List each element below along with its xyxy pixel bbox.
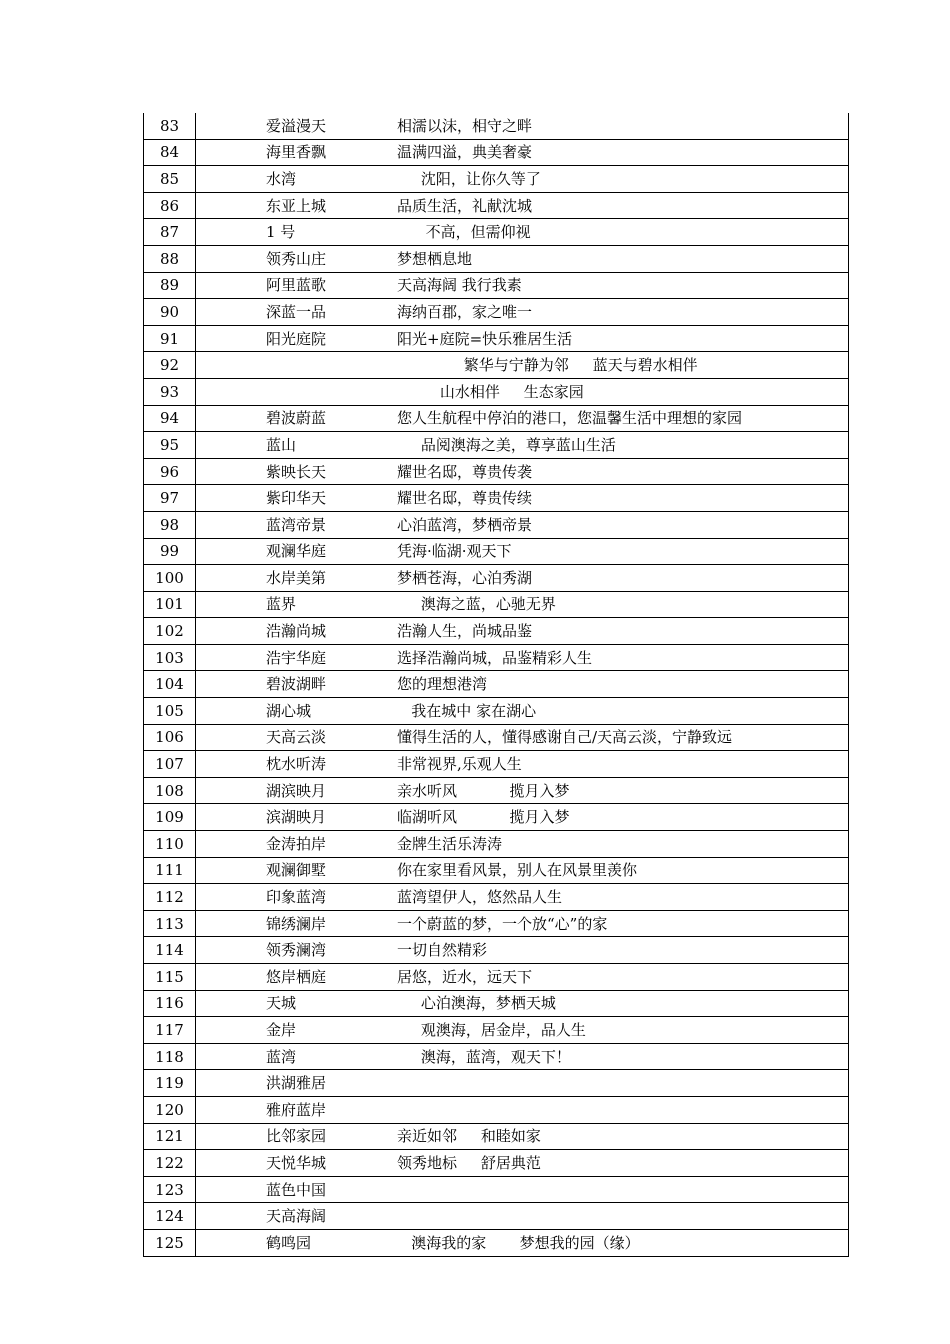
project-name: 阳光庭院 bbox=[266, 329, 327, 348]
project-slogan: 浩瀚人生，尚城品鉴 bbox=[397, 622, 533, 641]
project-slogan: 澳海我的家 梦想我的园（缘） bbox=[397, 1233, 640, 1252]
project-name: 领秀澜湾 bbox=[266, 941, 327, 960]
table-row bbox=[144, 352, 849, 379]
row-content bbox=[196, 857, 849, 884]
table-row bbox=[144, 751, 849, 778]
row-number: 118 bbox=[144, 1043, 196, 1070]
project-name: 悠岸栖庭 bbox=[266, 967, 327, 986]
row-content bbox=[196, 1123, 849, 1150]
slogan-table bbox=[143, 113, 849, 1257]
project-name: 观澜华庭 bbox=[266, 542, 327, 561]
project-name: 水湾 bbox=[266, 169, 297, 188]
project-slogan: 温满四溢，典美奢豪 bbox=[397, 143, 533, 162]
project-name: 湖心城 bbox=[266, 701, 312, 720]
project-name: 湖滨映月 bbox=[266, 781, 327, 800]
project-slogan: 亲水听风 揽月入梦 bbox=[397, 781, 570, 800]
row-content bbox=[196, 511, 849, 538]
row-number: 99 bbox=[144, 538, 196, 565]
row-content bbox=[196, 644, 849, 671]
row-content bbox=[196, 937, 849, 964]
project-slogan: 一个蔚蓝的梦，一个放“心”的家 bbox=[397, 914, 608, 933]
row-number: 86 bbox=[144, 192, 196, 219]
row-content bbox=[196, 192, 849, 219]
row-content bbox=[196, 1043, 849, 1070]
table-row bbox=[144, 804, 849, 831]
project-name: 天高云淡 bbox=[266, 728, 327, 747]
table-row bbox=[144, 511, 849, 538]
project-name: 紫映长天 bbox=[266, 462, 327, 481]
project-slogan: 阳光+庭院=快乐雅居生活 bbox=[397, 329, 573, 348]
row-number: 111 bbox=[144, 857, 196, 884]
table-row bbox=[144, 964, 849, 991]
table-row bbox=[144, 485, 849, 512]
project-name: 深蓝一品 bbox=[266, 302, 327, 321]
row-content bbox=[196, 166, 849, 193]
project-name: 浩瀚尚城 bbox=[266, 622, 327, 641]
table-row bbox=[144, 1043, 849, 1070]
row-content bbox=[196, 831, 849, 858]
project-slogan: 繁华与宁静为邻 蓝天与碧水相伴 bbox=[397, 356, 698, 375]
row-number: 92 bbox=[144, 352, 196, 379]
project-name: 观澜御墅 bbox=[266, 861, 327, 880]
row-number: 95 bbox=[144, 432, 196, 459]
row-number: 117 bbox=[144, 1017, 196, 1044]
row-number: 114 bbox=[144, 937, 196, 964]
project-name: 碧波湖畔 bbox=[266, 675, 327, 694]
table-row bbox=[144, 245, 849, 272]
row-number: 120 bbox=[144, 1096, 196, 1123]
project-slogan: 非常视界,乐观人生 bbox=[397, 755, 522, 774]
row-number: 97 bbox=[144, 485, 196, 512]
row-content bbox=[196, 1203, 849, 1230]
table-row bbox=[144, 1176, 849, 1203]
table-row bbox=[144, 618, 849, 645]
project-slogan: 梦想栖息地 bbox=[397, 249, 473, 268]
project-slogan: 选择浩瀚尚城，品鉴精彩人生 bbox=[397, 648, 593, 667]
project-name: 金岸 bbox=[266, 1020, 297, 1039]
project-slogan: 天高海阔 我行我素 bbox=[397, 276, 522, 295]
row-number: 124 bbox=[144, 1203, 196, 1230]
project-slogan: 你在家里看风景，别人在风景里羡你 bbox=[397, 861, 638, 880]
project-name: 爱溢漫天 bbox=[266, 116, 327, 135]
project-slogan: 耀世名邸，尊贵传续 bbox=[397, 489, 533, 508]
table-row bbox=[144, 884, 849, 911]
project-name: 1 号 bbox=[266, 223, 296, 242]
row-number: 91 bbox=[144, 325, 196, 352]
row-number: 96 bbox=[144, 458, 196, 485]
row-content bbox=[196, 964, 849, 991]
row-number: 98 bbox=[144, 511, 196, 538]
project-slogan: 相濡以沫，相守之畔 bbox=[397, 116, 533, 135]
row-number: 87 bbox=[144, 219, 196, 246]
row-content bbox=[196, 1229, 849, 1256]
row-content bbox=[196, 777, 849, 804]
row-number: 107 bbox=[144, 751, 196, 778]
row-content bbox=[196, 910, 849, 937]
row-content bbox=[196, 299, 849, 326]
row-number: 119 bbox=[144, 1070, 196, 1097]
row-content bbox=[196, 219, 849, 246]
row-content bbox=[196, 698, 849, 725]
project-name: 浩宇华庭 bbox=[266, 648, 327, 667]
table-row bbox=[144, 272, 849, 299]
table-row bbox=[144, 937, 849, 964]
row-number: 84 bbox=[144, 139, 196, 166]
row-content bbox=[196, 884, 849, 911]
table-row bbox=[144, 565, 849, 592]
row-content bbox=[196, 432, 849, 459]
project-slogan: 耀世名邸，尊贵传袭 bbox=[397, 462, 533, 481]
row-number: 108 bbox=[144, 777, 196, 804]
project-slogan: 一切自然精彩 bbox=[397, 941, 488, 960]
row-number: 106 bbox=[144, 724, 196, 751]
project-slogan: 我在城中 家在湖心 bbox=[397, 701, 537, 720]
row-number: 93 bbox=[144, 378, 196, 405]
project-slogan: 您人生航程中停泊的港口，您温馨生活中理想的家园 bbox=[397, 409, 743, 428]
project-name: 蓝界 bbox=[266, 595, 297, 614]
row-content bbox=[196, 139, 849, 166]
project-slogan: 品阅澳海之美，尊享蓝山生活 bbox=[397, 435, 616, 454]
table-row bbox=[144, 139, 849, 166]
project-name: 雅府蓝岸 bbox=[266, 1100, 327, 1119]
table-row bbox=[144, 724, 849, 751]
project-name: 滨湖映月 bbox=[266, 808, 327, 827]
table-row bbox=[144, 325, 849, 352]
table-row bbox=[144, 857, 849, 884]
row-number: 89 bbox=[144, 272, 196, 299]
table-row bbox=[144, 1096, 849, 1123]
row-content bbox=[196, 565, 849, 592]
table-row bbox=[144, 219, 849, 246]
row-number: 103 bbox=[144, 644, 196, 671]
row-number: 115 bbox=[144, 964, 196, 991]
table-row bbox=[144, 910, 849, 937]
project-name: 海里香飘 bbox=[266, 143, 327, 162]
project-slogan: 不高，但需仰视 bbox=[397, 223, 531, 242]
project-slogan: 沈阳，让你久等了 bbox=[397, 169, 541, 188]
row-content bbox=[196, 1096, 849, 1123]
row-number: 104 bbox=[144, 671, 196, 698]
row-content bbox=[196, 618, 849, 645]
project-slogan: 心泊蓝湾，梦栖帝景 bbox=[397, 515, 533, 534]
table-row bbox=[144, 1203, 849, 1230]
project-name: 天高海阔 bbox=[266, 1207, 327, 1226]
table-row bbox=[144, 1070, 849, 1097]
project-name: 印象蓝湾 bbox=[266, 888, 327, 907]
row-content bbox=[196, 458, 849, 485]
row-content bbox=[196, 272, 849, 299]
project-name: 枕水听涛 bbox=[266, 755, 327, 774]
project-slogan: 蓝湾望伊人，悠然品人生 bbox=[397, 888, 563, 907]
row-number: 105 bbox=[144, 698, 196, 725]
table-row bbox=[144, 671, 849, 698]
table-row bbox=[144, 1150, 849, 1177]
project-slogan: 临湖听风 揽月入梦 bbox=[397, 808, 570, 827]
table-row bbox=[144, 990, 849, 1017]
row-number: 101 bbox=[144, 591, 196, 618]
project-name: 蓝山 bbox=[266, 435, 297, 454]
table-row bbox=[144, 1123, 849, 1150]
project-slogan: 心泊澳海，梦栖天城 bbox=[397, 994, 556, 1013]
table-row bbox=[144, 299, 849, 326]
row-content bbox=[196, 378, 849, 405]
row-number: 94 bbox=[144, 405, 196, 432]
row-number: 102 bbox=[144, 618, 196, 645]
row-content bbox=[196, 245, 849, 272]
row-number: 116 bbox=[144, 990, 196, 1017]
project-name: 碧波蔚蓝 bbox=[266, 409, 327, 428]
project-name: 金涛拍岸 bbox=[266, 834, 327, 853]
table-row bbox=[144, 1229, 849, 1256]
row-content bbox=[196, 405, 849, 432]
project-slogan: 海纳百郡，家之唯一 bbox=[397, 302, 533, 321]
table-row bbox=[144, 458, 849, 485]
project-slogan: 梦栖苍海，心泊秀湖 bbox=[397, 568, 533, 587]
project-slogan: 品质生活，礼献沈城 bbox=[397, 196, 533, 215]
row-content bbox=[196, 1017, 849, 1044]
row-content bbox=[196, 990, 849, 1017]
table-row bbox=[144, 166, 849, 193]
row-number: 123 bbox=[144, 1176, 196, 1203]
slogan-table-body bbox=[144, 113, 849, 1256]
row-content bbox=[196, 591, 849, 618]
row-content bbox=[196, 751, 849, 778]
row-content bbox=[196, 1070, 849, 1097]
row-content bbox=[196, 1176, 849, 1203]
project-name: 领秀山庄 bbox=[266, 249, 327, 268]
project-name: 锦绣澜岸 bbox=[266, 914, 327, 933]
table-row bbox=[144, 113, 849, 139]
project-slogan: 领秀地标 舒居典范 bbox=[397, 1153, 541, 1172]
row-content bbox=[196, 804, 849, 831]
project-slogan: 懂得生活的人，懂得感谢自己/天高云淡，宁静致远 bbox=[397, 728, 733, 747]
row-number: 100 bbox=[144, 565, 196, 592]
project-name: 阿里蓝歌 bbox=[266, 276, 327, 295]
table-row bbox=[144, 378, 849, 405]
project-name: 蓝色中国 bbox=[266, 1180, 327, 1199]
row-number: 85 bbox=[144, 166, 196, 193]
project-name: 蓝湾帝景 bbox=[266, 515, 327, 534]
project-slogan: 亲近如邻 和睦如家 bbox=[397, 1127, 541, 1146]
project-name: 东亚上城 bbox=[266, 196, 327, 215]
project-slogan: 澳海之蓝，心驰无界 bbox=[397, 595, 556, 614]
table-row bbox=[144, 591, 849, 618]
row-number: 122 bbox=[144, 1150, 196, 1177]
row-number: 90 bbox=[144, 299, 196, 326]
row-number: 113 bbox=[144, 910, 196, 937]
row-number: 110 bbox=[144, 831, 196, 858]
table-row bbox=[144, 432, 849, 459]
table-row bbox=[144, 831, 849, 858]
project-name: 天悦华城 bbox=[266, 1153, 327, 1172]
project-slogan: 居悠，近水，远天下 bbox=[397, 967, 533, 986]
project-slogan: 金牌生活乐涛涛 bbox=[397, 834, 503, 853]
table-row bbox=[144, 538, 849, 565]
table-row bbox=[144, 644, 849, 671]
row-number: 121 bbox=[144, 1123, 196, 1150]
row-content bbox=[196, 671, 849, 698]
project-name: 天城 bbox=[266, 994, 297, 1013]
table-row bbox=[144, 405, 849, 432]
table-row bbox=[144, 1017, 849, 1044]
project-name: 紫印华天 bbox=[266, 489, 327, 508]
project-name: 比邻家园 bbox=[266, 1127, 327, 1146]
row-content bbox=[196, 1150, 849, 1177]
project-slogan: 您的理想港湾 bbox=[397, 675, 488, 694]
project-name: 蓝湾 bbox=[266, 1047, 297, 1066]
project-name: 水岸美第 bbox=[266, 568, 327, 587]
row-content bbox=[196, 352, 849, 379]
project-slogan: 观澳海，居金岸，品人生 bbox=[397, 1020, 586, 1039]
table-row bbox=[144, 192, 849, 219]
row-number: 109 bbox=[144, 804, 196, 831]
project-slogan: 山水相伴 生态家园 bbox=[397, 382, 584, 401]
row-content bbox=[196, 113, 849, 139]
row-content bbox=[196, 485, 849, 512]
table-row bbox=[144, 777, 849, 804]
project-slogan: 澳海，蓝湾，观天下！ bbox=[397, 1047, 571, 1066]
project-slogan: 凭海·临湖·观天下 bbox=[397, 542, 512, 561]
table-row bbox=[144, 698, 849, 725]
row-number: 88 bbox=[144, 245, 196, 272]
row-number: 125 bbox=[144, 1229, 196, 1256]
row-content bbox=[196, 724, 849, 751]
project-name: 洪湖雅居 bbox=[266, 1074, 327, 1093]
row-number: 112 bbox=[144, 884, 196, 911]
row-content bbox=[196, 325, 849, 352]
project-name: 鹤鸣园 bbox=[266, 1233, 312, 1252]
row-content bbox=[196, 538, 849, 565]
row-number: 83 bbox=[144, 113, 196, 139]
